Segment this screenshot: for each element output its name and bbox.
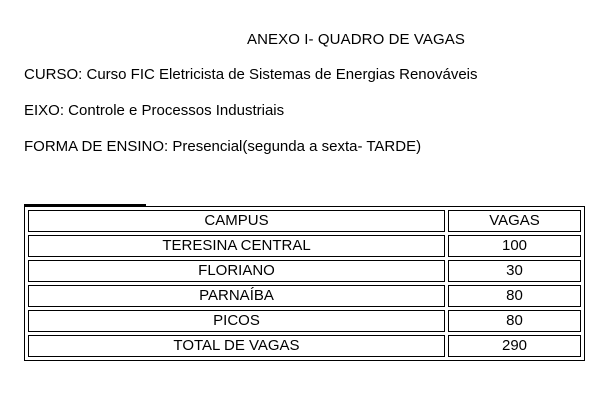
total-value-cell: 290 (448, 335, 581, 357)
eixo-line: EIXO: Controle e Processos Industriais (24, 102, 285, 119)
curso-line: CURSO: Curso FIC Eletricista de Sistemas de Energias Renováveis (24, 66, 478, 83)
vagas-table (24, 206, 585, 361)
campus-cell: PICOS (28, 310, 445, 332)
table-header-row (28, 210, 581, 232)
vagas-cell: 80 (448, 310, 581, 332)
table-row (28, 235, 581, 257)
total-row (28, 335, 581, 357)
vagas-cell: 100 (448, 235, 581, 257)
table-row (28, 310, 581, 332)
vagas-cell: 80 (448, 285, 581, 307)
campus-cell: TERESINA CENTRAL (28, 235, 445, 257)
header-vagas: VAGAS (448, 210, 581, 232)
forma-ensino-line: FORMA DE ENSINO: Presencial(segunda a sexta- TARDE) (24, 138, 422, 155)
header-campus: CAMPUS (28, 210, 445, 232)
table-row (28, 285, 581, 307)
document-title: ANEXO I- QUADRO DE VAGAS (247, 31, 465, 48)
table-row (28, 260, 581, 282)
total-label-cell: TOTAL DE VAGAS (28, 335, 445, 357)
campus-cell: PARNAÍBA (28, 285, 445, 307)
campus-cell: FLORIANO (28, 260, 445, 282)
vagas-cell: 30 (448, 260, 581, 282)
